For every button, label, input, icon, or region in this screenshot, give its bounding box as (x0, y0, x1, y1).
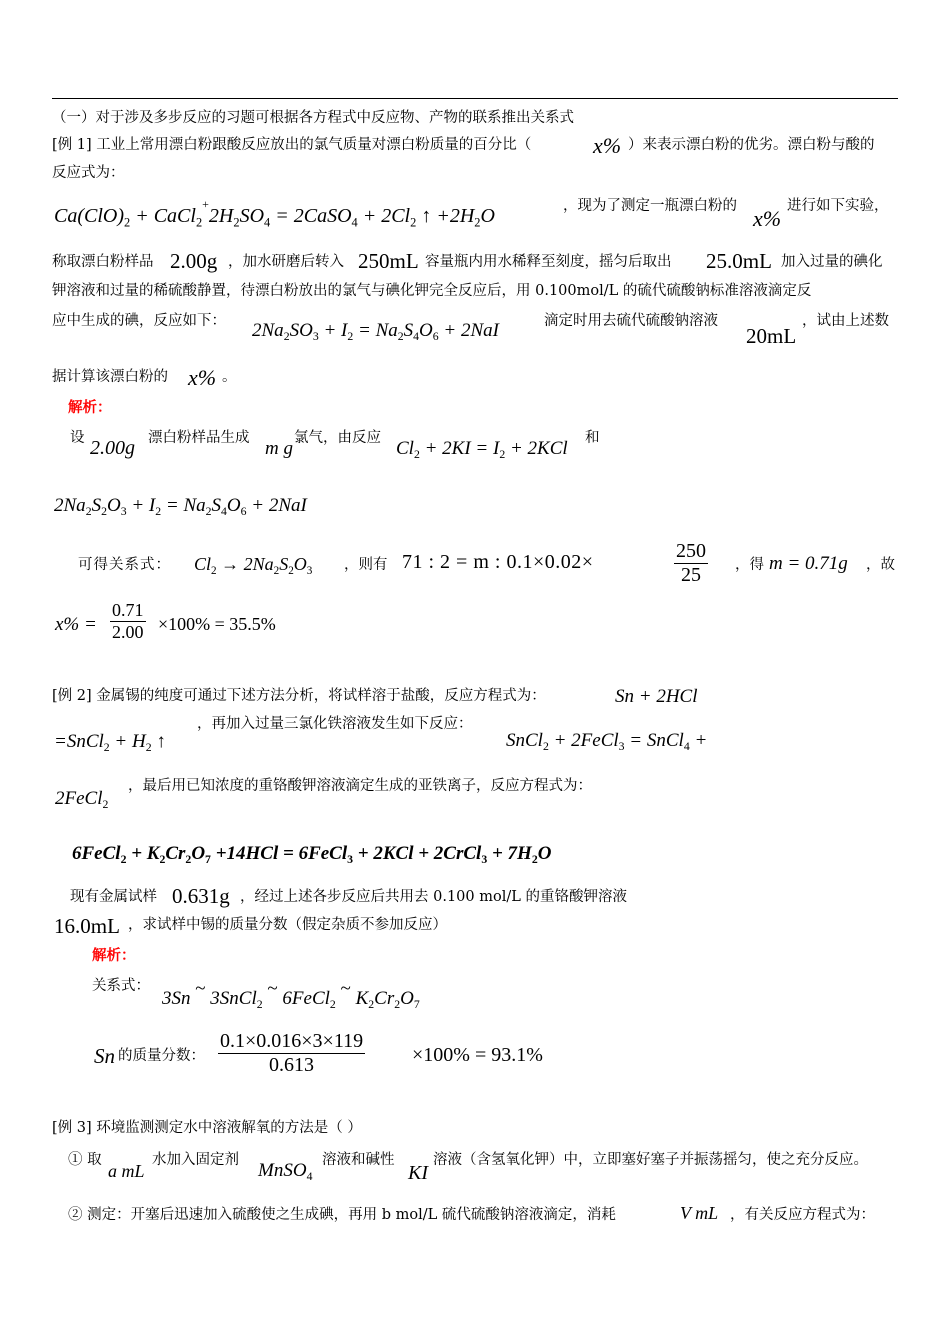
sn-result: ×100% = 93.1% (412, 1044, 543, 1066)
x-equals: x% = (55, 614, 97, 635)
example1-intro: 工业上常用漂白粉跟酸反应放出的氯气质量对漂白粉质量的百分比（ (96, 137, 532, 153)
relation-cl2-thiosulfate: $Cl_2 \to 2Na_2S_2O_3$ (194, 554, 313, 577)
step1-c: 溶液和碱性 (322, 1152, 395, 1168)
fraction-numerator: 250 (676, 540, 706, 562)
sol1-m-result: m = 0.71g (769, 553, 848, 574)
sample-mass-tin: 0.631g (172, 884, 230, 908)
sol1-rel-a: 可得关系式： (78, 557, 171, 573)
example1-label: [例 1] (52, 137, 92, 153)
equation-chlorine-ki: $Cl_2 + 2KI = I_2 + 2KCl$ (396, 438, 568, 462)
example2-line2b: ，再加入过量三氯化铁溶液发生如下反应： (197, 716, 473, 732)
equation-thiosulfate-2: $2Na_2S_2O_3 + I_2 = Na_2S_4O_6 + 2NaI$ (54, 495, 307, 519)
sn-denominator: 0.613 (269, 1054, 315, 1076)
x-denominator: 2.00 (112, 622, 144, 642)
fraction-250-25 (674, 540, 708, 587)
example1-line6a: 应中生成的碘，反应如下： (52, 313, 226, 329)
x-numerator: 0.71 (112, 600, 144, 620)
section-title: （一）对于涉及多步反应的习题可根据各方程式中反应物、产物的联系推出关系式 (52, 110, 574, 126)
example1-after-eq2: 进行如下实验， (787, 198, 889, 214)
x-percent-symbol-2: x% (753, 206, 782, 231)
ki-formula: KI (408, 1162, 428, 1184)
sol1-set-a: 设 (70, 430, 85, 446)
analysis-label-1: 解析： (68, 399, 112, 416)
volume-20ml: 20mL (746, 324, 797, 348)
sol1-set-b: 漂白粉样品生成 (148, 430, 250, 446)
weigh-text-b: ，加水研磨后转入 (228, 254, 344, 270)
x-percent-symbol: x% (593, 133, 622, 158)
sn-numerator: 0.1×0.016×3×119 (220, 1030, 364, 1052)
volume-25ml: 25.0mL (706, 249, 772, 273)
step1-d: 溶液（含氢氧化钾）中，立即塞好塞子并振荡摇匀，使之充分反应。 (433, 1152, 868, 1168)
equation-tin-hcl-products: =SnCl$_2$ + $H_2$ ↑ (54, 731, 166, 755)
example1-line7a: 据计算该漂白粉的 (52, 369, 168, 385)
weigh-text-c: 容量瓶内用水稀释至刻度，摇匀后取出 (425, 254, 672, 270)
sol2-sn-label: 的质量分数： (118, 1048, 205, 1064)
example1-line1-end: ）来表示漂白粉的优劣。漂白粉与酸的 (628, 137, 875, 153)
equation-fecl2: 2FeCl$_2$ (55, 788, 109, 812)
v-ml: V mL (680, 1203, 719, 1223)
equation-bleach-acid: $Ca(ClO)_2$ + $CaCl_2^+2H_2SO_4$ = 2CaSO$_4$ + $2Cl_2$ ↑ $+2H_2O$ (54, 197, 495, 230)
equation-dichromate: 6FeCl$_2$ + $K_2Cr_2O_7 +14HCl$ = 6FeCl$_3$ + 2KCl + 2CrCl$_3$ + $7H_2O$ (72, 843, 552, 867)
step2-b: ，有关反应方程式为： (730, 1207, 875, 1223)
fraction-071-200 (110, 600, 146, 643)
fraction-sn-mass (218, 1030, 365, 1077)
sol2-rel-label: 关系式： (92, 978, 150, 994)
example1-line5: 钾溶液和过量的稀硫酸静置，待漂白粉放出的氯气与碘化钾完全反应后，用 0.100mol/L 的硫代硫酸钠标准溶液滴定反 (52, 283, 812, 299)
example1-line6c: ，试由上述数 (802, 313, 889, 329)
x-percent-symbol-3: x% (188, 365, 217, 390)
a-ml: a mL (108, 1161, 145, 1181)
example1-after-eq: ，现为了测定一瓶漂白粉的 (563, 198, 737, 214)
sol1-rel-b: ，则有 (344, 557, 388, 573)
sol1-get: ，得 (735, 557, 764, 573)
example3-line1: [例 3] 环境监测测定水中溶液解氧的方法是（ ） (52, 1120, 362, 1136)
step1-a: ① 取 (68, 1152, 102, 1168)
sol1-set-c: 氯气，由反应 (294, 430, 381, 446)
example1-line6b: 滴定时用去硫代硫酸钠溶液 (544, 313, 718, 329)
sol1-m-grams: m g (265, 438, 293, 459)
sol1-ratio: 71 : 2 = m : 0.1×0.02× (402, 551, 594, 573)
step1-b: 水加入固定剂 (152, 1152, 239, 1168)
sol1-so: ，故 (866, 557, 895, 573)
volume-16ml: 16.0mL (54, 914, 120, 938)
weigh-text-a: 称取漂白粉样品 (52, 254, 154, 270)
volume-250ml: 250mL (358, 249, 419, 273)
equation-sncl2-fecl3: SnCl$_2$ + 2FeCl$_3$ = SnCl$_4$ + (506, 730, 708, 754)
sol1-sample-mass: 2.00g (90, 437, 135, 459)
sample-mass-1: 2.00g (170, 249, 218, 273)
example2-sample-a: 现有金属试样 (70, 889, 157, 905)
example2-line1: [例 2] 金属锡的纯度可通过下述方法分析，将试样溶于盐酸，反应方程式为： (52, 688, 546, 704)
example1-line1 (52, 135, 531, 155)
sol1-and: 和 (585, 430, 600, 446)
example2-sample-b: ，经过上述各步反应后共用去 0.100 mol/L 的重铬酸钾溶液 (240, 889, 627, 905)
top-rule (52, 98, 898, 99)
mnso4-formula: MnSO$_4$ (258, 1160, 313, 1184)
equation-thiosulfate-1: $2Na_2SO_3 + I_2 = Na_2S_4O_6 + 2NaI$ (252, 320, 499, 344)
relation-sn-chain: 3Sn ~ 3SnCl$_2$ ~ 6FeCl$_2$ ~ $K_2Cr_2O_7$ (162, 978, 420, 1012)
sn-symbol: Sn (94, 1044, 115, 1068)
fraction-denominator: 25 (681, 564, 701, 586)
weigh-text-d: 加入过量的碘化 (781, 254, 883, 270)
example1-line2: 反应式为： (52, 165, 125, 181)
example1-line7b: 。 (222, 369, 237, 385)
step2-a: ② 测定：开塞后迅速加入硫酸使之生成碘，再用 b mol/L 硫代硫酸钠溶液滴定，消耗 (68, 1207, 616, 1223)
analysis-label-2: 解析： (92, 947, 136, 964)
x-result: ×100% = 35.5% (158, 614, 276, 634)
equation-tin-hcl: Sn + 2HCl (615, 686, 698, 707)
example2-line3b: ，最后用已知浓度的重铬酸钾溶液滴定生成的亚铁离子，反应方程式为： (128, 778, 592, 794)
example2-ask: ，求试样中锡的质量分数（假定杂质不参加反应） (128, 917, 447, 933)
